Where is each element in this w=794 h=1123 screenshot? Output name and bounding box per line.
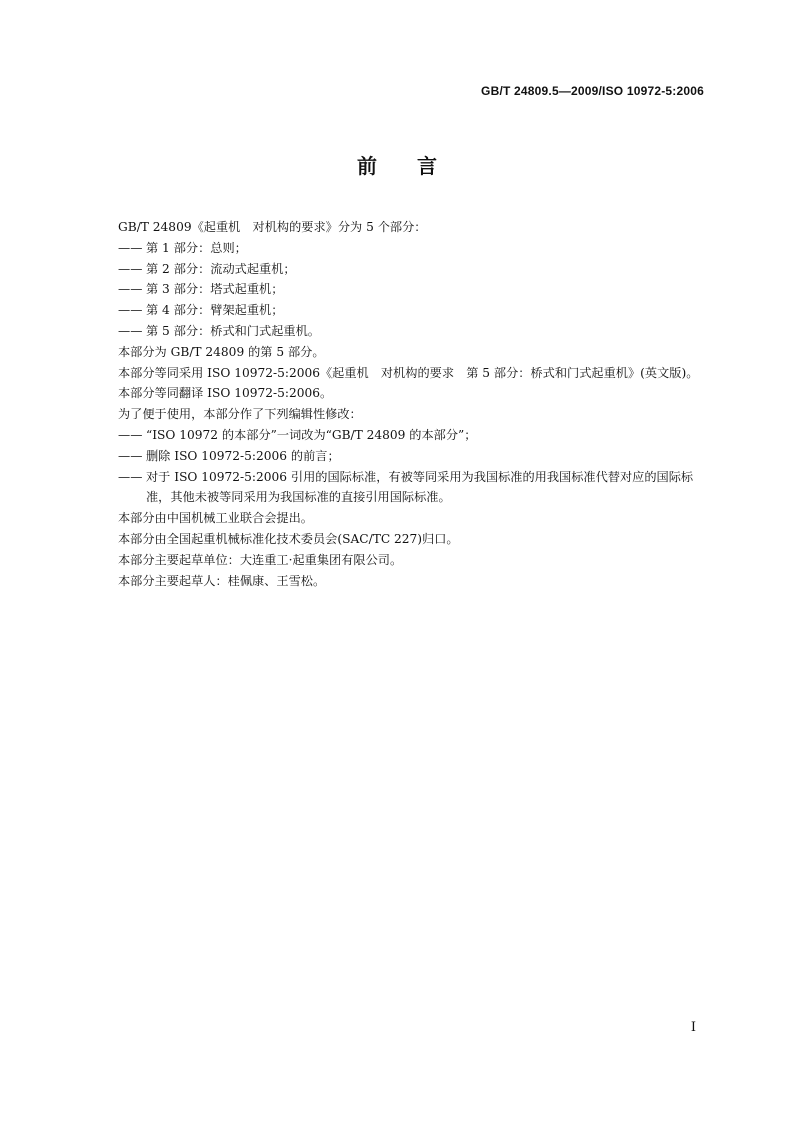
dash-marker: —— (118, 261, 143, 276)
dash-marker: —— (118, 303, 143, 318)
dash-marker: —— (118, 448, 143, 463)
page-title: 前言 (357, 154, 477, 178)
page-number: I (690, 1020, 696, 1035)
paragraph-part-number: 本部分为 GB/T 24809 的第 5 部分。 (118, 344, 325, 359)
dash-marker: —— (118, 469, 143, 484)
paragraph-translation: 本部分等同翻译 ISO 10972-5:2006。 (118, 386, 333, 401)
dash-marker: —— (118, 240, 143, 255)
intro-paragraph: GB/T 24809《起重机 对机构的要求》分为 5 个部分： (118, 220, 427, 234)
paragraph-adoption: 本部分等同采用 ISO 10972-5:2006《起重机 对机构的要求 第 5 部分：桥式和门式起重机》(英文版)。 (118, 365, 699, 380)
list-item-mod-2: —— 删除 ISO 10972-5:2006 的前言； (90, 446, 706, 467)
list-item-part-4: —— 第 4 部分：臂架起重机； (90, 300, 706, 321)
dash-marker: —— (118, 282, 143, 297)
list-item-part-1: —— 第 1 部分：总则； (90, 238, 706, 259)
standard-number-header: GB/T 24809.5—2009/ISO 10972-5:2006 (481, 84, 704, 98)
foreword-body (90, 217, 706, 591)
paragraph-under-jurisdiction: 本部分由全国起重机械标准化技术委员会(SAC/TC 227)归口。 (118, 531, 459, 546)
paragraph-drafters: 本部分主要起草人：桂佩康、王雪松。 (118, 573, 326, 588)
list-item-mod-3: —— 对于 ISO 10972-5:2006 引用的国际标准，有被等同采用为我国标准的用我国标准代替对应的国际标准，其他未被等同采用为我国标准的直接引用国际标准。 (90, 467, 706, 509)
list-item-mod-1: —— “ISO 10972 的本部分”一词改为“GB/T 24809 的本部分”； (90, 425, 706, 446)
dash-marker: —— (118, 427, 143, 442)
paragraph-editorial-changes: 为了便于使用，本部分作了下列编辑性修改： (118, 407, 362, 422)
list-item-part-2: —— 第 2 部分：流动式起重机； (90, 259, 706, 280)
list-item-part-5: —— 第 5 部分：桥式和门式起重机。 (90, 321, 706, 342)
dash-marker: —— (118, 323, 143, 338)
paragraph-drafting-unit: 本部分主要起草单位：大连重工·起重集团有限公司。 (118, 552, 403, 567)
list-item-part-3: —— 第 3 部分：塔式起重机； (90, 279, 706, 300)
paragraph-proposed-by: 本部分由中国机械工业联合会提出。 (118, 511, 313, 526)
